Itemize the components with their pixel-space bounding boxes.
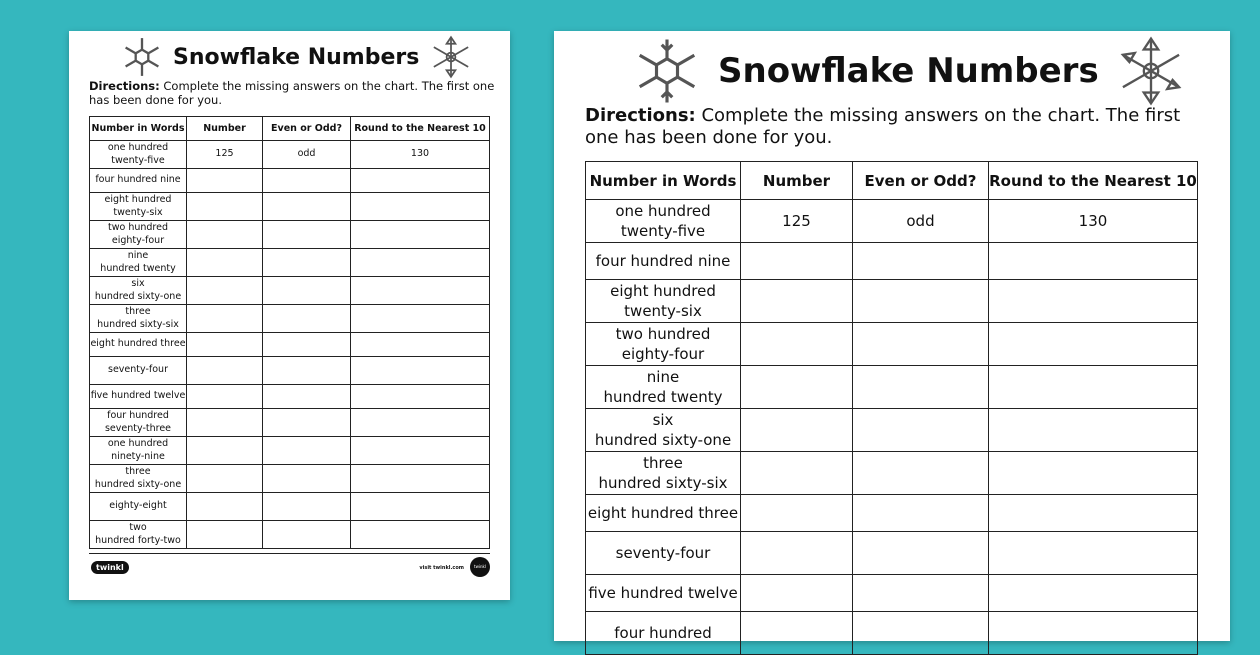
rounded-cell[interactable] bbox=[351, 305, 490, 333]
rounded-cell[interactable] bbox=[989, 243, 1198, 280]
even-odd-cell[interactable] bbox=[853, 243, 989, 280]
number-cell[interactable] bbox=[187, 333, 263, 357]
column-header: Number in Words bbox=[90, 117, 187, 141]
number-in-words-cell bbox=[90, 305, 187, 333]
even-odd-cell: odd bbox=[853, 200, 989, 243]
number-cell[interactable] bbox=[187, 277, 263, 305]
even-odd-cell[interactable] bbox=[263, 193, 351, 221]
snowflake-icon bbox=[632, 36, 702, 106]
even-odd-cell[interactable] bbox=[263, 169, 351, 193]
number-cell[interactable] bbox=[741, 366, 853, 409]
number-words-line: one hundred bbox=[107, 142, 169, 154]
number-in-words-cell bbox=[586, 323, 741, 366]
table-row bbox=[90, 305, 490, 333]
table-row bbox=[90, 249, 490, 277]
even-odd-cell[interactable] bbox=[853, 495, 989, 532]
rounded-cell[interactable] bbox=[989, 366, 1198, 409]
rounded-cell[interactable] bbox=[989, 323, 1198, 366]
number-cell[interactable] bbox=[187, 437, 263, 465]
rounded-cell[interactable] bbox=[989, 409, 1198, 452]
number-words-line: eighty-four bbox=[621, 345, 705, 363]
number-words-line: hundred sixty-six bbox=[598, 474, 728, 492]
even-odd-cell[interactable] bbox=[853, 366, 989, 409]
number-cell[interactable] bbox=[187, 249, 263, 277]
even-odd-cell[interactable] bbox=[263, 249, 351, 277]
table-row bbox=[90, 385, 490, 409]
number-cell[interactable] bbox=[187, 305, 263, 333]
table-row bbox=[586, 280, 1198, 323]
number-in-words-cell bbox=[90, 493, 187, 521]
number-words-line: seventy-three bbox=[104, 422, 172, 434]
number-words-line: eighty-four bbox=[111, 234, 165, 246]
rounded-cell: 130 bbox=[989, 200, 1198, 243]
number-cell[interactable] bbox=[741, 280, 853, 323]
number-words-line: twenty-five bbox=[111, 154, 165, 166]
number-in-words-cell bbox=[586, 612, 741, 655]
number-words-line: hundred forty-two bbox=[95, 534, 181, 546]
number-in-words-cell bbox=[586, 409, 741, 452]
even-odd-cell[interactable] bbox=[853, 532, 989, 575]
rounded-cell[interactable] bbox=[989, 532, 1198, 575]
rounded-cell[interactable] bbox=[351, 465, 490, 493]
number-in-words-cell bbox=[90, 169, 187, 193]
number-words-line: two bbox=[129, 522, 147, 534]
number-words-line: hundred sixty-one bbox=[594, 431, 732, 449]
number-words-line: one hundred bbox=[615, 201, 711, 220]
even-odd-cell[interactable] bbox=[263, 357, 351, 385]
even-odd-cell[interactable] bbox=[263, 221, 351, 249]
table-row bbox=[90, 493, 490, 521]
rounded-cell[interactable] bbox=[351, 357, 490, 385]
number-words-line: three bbox=[125, 466, 151, 478]
number-words-line: three bbox=[125, 306, 151, 318]
snowflake-icon bbox=[429, 35, 473, 79]
rounded-cell[interactable] bbox=[989, 575, 1198, 612]
rounded-cell[interactable] bbox=[351, 333, 490, 357]
even-odd-cell[interactable] bbox=[263, 465, 351, 493]
number-cell[interactable] bbox=[187, 521, 263, 549]
table-row bbox=[586, 612, 1198, 655]
rounded-cell: 130 bbox=[351, 141, 490, 169]
rounded-cell[interactable] bbox=[351, 221, 490, 249]
even-odd-cell[interactable] bbox=[263, 333, 351, 357]
table-row bbox=[586, 200, 1198, 243]
title-row bbox=[632, 35, 1187, 107]
number-words-line: nine bbox=[646, 367, 680, 386]
rounded-cell[interactable] bbox=[351, 277, 490, 305]
rounded-cell[interactable] bbox=[351, 409, 490, 437]
number-words-line: ninety-nine bbox=[111, 450, 165, 462]
column-header: Number bbox=[741, 162, 853, 200]
column-header: Round to the Nearest 10 bbox=[989, 162, 1198, 200]
number-words-line: eight hundred three bbox=[90, 338, 186, 350]
number-words-line: nine bbox=[127, 250, 149, 262]
table-row bbox=[586, 495, 1198, 532]
number-in-words-cell bbox=[586, 280, 741, 323]
directions-label: Directions: bbox=[89, 79, 160, 93]
even-odd-cell[interactable] bbox=[853, 409, 989, 452]
column-header: Number in Words bbox=[586, 162, 741, 200]
answer-table bbox=[89, 116, 490, 549]
even-odd-cell[interactable] bbox=[263, 409, 351, 437]
rounded-cell[interactable] bbox=[989, 280, 1198, 323]
number-words-line: one hundred bbox=[107, 438, 169, 450]
number-words-line: four hundred nine bbox=[595, 251, 731, 270]
directions-text: Complete the missing answers on the chart. The first one has been done for you. bbox=[585, 105, 1181, 148]
page-title: Snowflake Numbers bbox=[718, 51, 1099, 91]
number-words-line: five hundred twelve bbox=[588, 583, 738, 602]
number-words-line: five hundred twelve bbox=[90, 390, 186, 402]
number-cell[interactable] bbox=[187, 493, 263, 521]
table-row bbox=[90, 277, 490, 305]
number-in-words-cell bbox=[586, 452, 741, 495]
even-odd-cell: odd bbox=[263, 141, 351, 169]
table-header-row bbox=[90, 117, 490, 141]
snowflake-icon bbox=[121, 36, 163, 78]
number-words-line: four hundred bbox=[107, 410, 169, 422]
table-row bbox=[586, 575, 1198, 612]
number-in-words-cell bbox=[90, 277, 187, 305]
number-words-line: hundred twenty bbox=[603, 388, 723, 406]
number-in-words-cell bbox=[90, 465, 187, 493]
rounded-cell[interactable] bbox=[989, 452, 1198, 495]
table-row bbox=[90, 221, 490, 249]
number-words-line: six bbox=[131, 278, 145, 290]
number-words-line: hundred sixty-one bbox=[94, 290, 182, 302]
number-cell[interactable] bbox=[741, 532, 853, 575]
number-cell: 125 bbox=[741, 200, 853, 243]
rounded-cell[interactable] bbox=[989, 612, 1198, 655]
table-row bbox=[586, 532, 1198, 575]
even-odd-cell[interactable] bbox=[263, 305, 351, 333]
table-row bbox=[586, 366, 1198, 409]
number-words-line: three bbox=[643, 453, 683, 472]
column-header: Round to the Nearest 10 bbox=[351, 117, 490, 141]
table-row bbox=[90, 465, 490, 493]
table-row bbox=[586, 243, 1198, 280]
rounded-cell[interactable] bbox=[351, 437, 490, 465]
table-row bbox=[90, 409, 490, 437]
number-words-line: four hundred bbox=[614, 623, 712, 642]
number-in-words-cell bbox=[90, 409, 187, 437]
table-row bbox=[90, 357, 490, 385]
table-row bbox=[90, 141, 490, 169]
number-in-words-cell bbox=[586, 532, 741, 575]
table-row bbox=[90, 333, 490, 357]
number-in-words-cell bbox=[90, 221, 187, 249]
table-row bbox=[90, 193, 490, 221]
even-odd-cell[interactable] bbox=[263, 437, 351, 465]
table-row bbox=[90, 169, 490, 193]
number-words-line: eight hundred bbox=[610, 281, 716, 300]
page-title: Snowflake Numbers bbox=[173, 44, 420, 70]
number-in-words-cell bbox=[90, 521, 187, 549]
number-in-words-cell bbox=[90, 357, 187, 385]
rounded-cell[interactable] bbox=[989, 495, 1198, 532]
number-in-words-cell bbox=[586, 495, 741, 532]
number-cell[interactable] bbox=[187, 221, 263, 249]
rounded-cell[interactable] bbox=[351, 521, 490, 549]
footer bbox=[89, 553, 490, 579]
number-in-words-cell bbox=[586, 200, 741, 243]
number-cell[interactable] bbox=[741, 243, 853, 280]
directions bbox=[89, 80, 495, 108]
number-cell[interactable] bbox=[187, 169, 263, 193]
even-odd-cell[interactable] bbox=[263, 521, 351, 549]
table-row bbox=[90, 521, 490, 549]
number-in-words-cell bbox=[90, 333, 187, 357]
even-odd-cell[interactable] bbox=[263, 277, 351, 305]
number-cell[interactable] bbox=[187, 357, 263, 385]
number-cell[interactable] bbox=[741, 452, 853, 495]
number-words-line: two hundred bbox=[108, 222, 168, 234]
even-odd-cell[interactable] bbox=[853, 452, 989, 495]
column-header: Number bbox=[187, 117, 263, 141]
number-in-words-cell bbox=[90, 193, 187, 221]
number-cell[interactable] bbox=[741, 409, 853, 452]
twinkl-logo: twinkl bbox=[91, 561, 129, 574]
number-words-line: four hundred nine bbox=[95, 174, 181, 186]
even-odd-cell[interactable] bbox=[263, 385, 351, 409]
number-cell[interactable] bbox=[741, 495, 853, 532]
number-in-words-cell bbox=[90, 249, 187, 277]
snowflake-icon bbox=[1115, 35, 1187, 107]
number-words-line: twenty-six bbox=[624, 302, 702, 320]
table-row bbox=[90, 437, 490, 465]
rounded-cell[interactable] bbox=[351, 385, 490, 409]
number-cell[interactable] bbox=[741, 612, 853, 655]
number-in-words-cell bbox=[90, 385, 187, 409]
number-cell[interactable] bbox=[187, 465, 263, 493]
column-header: Even or Odd? bbox=[853, 162, 989, 200]
rounded-cell[interactable] bbox=[351, 169, 490, 193]
number-in-words-cell bbox=[586, 243, 741, 280]
number-words-line: six bbox=[652, 410, 674, 429]
number-words-line: hundred twenty bbox=[100, 262, 176, 274]
directions bbox=[585, 105, 1210, 148]
even-odd-cell[interactable] bbox=[853, 323, 989, 366]
table-row bbox=[586, 409, 1198, 452]
number-words-line: hundred sixty-six bbox=[97, 318, 179, 330]
even-odd-cell[interactable] bbox=[853, 612, 989, 655]
rounded-cell[interactable] bbox=[351, 193, 490, 221]
worksheet-thumbnail bbox=[69, 31, 510, 600]
number-in-words-cell bbox=[90, 141, 187, 169]
table-row bbox=[586, 452, 1198, 495]
number-cell: 125 bbox=[187, 141, 263, 169]
number-words-line: eight hundred bbox=[104, 194, 172, 206]
number-cell[interactable] bbox=[187, 409, 263, 437]
number-words-line: eight hundred three bbox=[587, 503, 739, 522]
twinkl-badge: twinkl bbox=[470, 557, 490, 577]
number-words-line: twenty-five bbox=[620, 222, 706, 240]
number-words-line: two hundred bbox=[615, 324, 711, 343]
number-in-words-cell bbox=[90, 437, 187, 465]
number-cell[interactable] bbox=[187, 193, 263, 221]
number-words-line: eighty-eight bbox=[109, 500, 167, 512]
number-in-words-cell bbox=[586, 575, 741, 612]
even-odd-cell[interactable] bbox=[853, 280, 989, 323]
directions-label: Directions: bbox=[585, 105, 696, 126]
number-words-line: twenty-six bbox=[113, 206, 163, 218]
number-cell[interactable] bbox=[741, 323, 853, 366]
even-odd-cell[interactable] bbox=[263, 493, 351, 521]
worksheet-zoomed bbox=[554, 31, 1230, 641]
title-row bbox=[121, 35, 473, 79]
answer-table bbox=[585, 161, 1198, 655]
rounded-cell[interactable] bbox=[351, 493, 490, 521]
number-cell[interactable] bbox=[187, 385, 263, 409]
number-words-line: seventy-four bbox=[615, 543, 711, 562]
number-words-line: hundred sixty-one bbox=[94, 478, 182, 490]
rounded-cell[interactable] bbox=[351, 249, 490, 277]
visit-link-text: visit twinkl.com bbox=[419, 565, 464, 571]
even-odd-cell[interactable] bbox=[853, 575, 989, 612]
number-words-line: seventy-four bbox=[108, 364, 168, 376]
directions-text: Complete the missing answers on the chart. The first one has been done for you. bbox=[89, 79, 495, 107]
number-cell[interactable] bbox=[741, 575, 853, 612]
number-in-words-cell bbox=[586, 366, 741, 409]
table-header-row bbox=[586, 162, 1198, 200]
table-row bbox=[586, 323, 1198, 366]
column-header: Even or Odd? bbox=[263, 117, 351, 141]
